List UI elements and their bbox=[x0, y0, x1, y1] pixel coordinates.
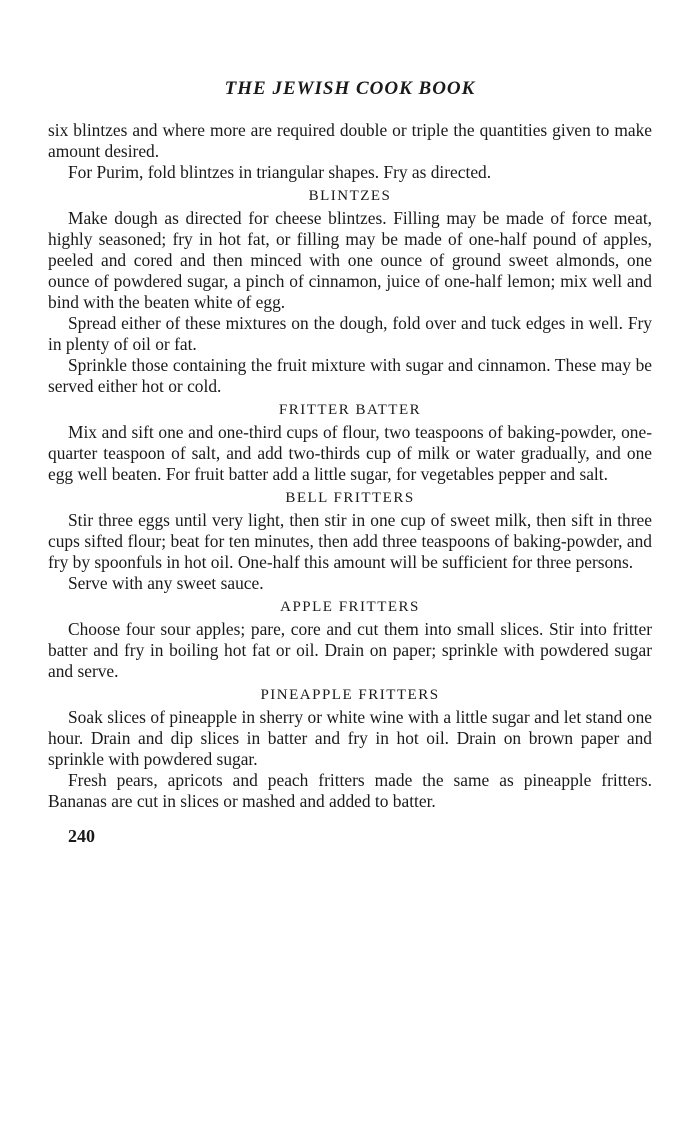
intro-paragraph: For Purim, fold blintzes in triangular shapes. Fry as directed. bbox=[68, 162, 492, 182]
section-title-pineapple-fritters: PINEAPPLE FRITTERS bbox=[260, 687, 440, 703]
section-title-apple-fritters: APPLE FRITTERS bbox=[280, 599, 420, 615]
recipe-paragraph: Stir three eggs until very light, then stir in one cup of sweet milk, then sift in three cups sifted flour; beat for ten minutes, then add three teaspoons of baking-powder, and fry by spoonfuls in hot oil. One-half this amount will be sufficient for three persons. bbox=[48, 510, 652, 572]
recipe-paragraph: Make dough as directed for cheese blintzes. Filling may be made of force meat, highly seasoned; fry in hot fat, or filling may be made of one-half pound of apples, peeled and cored and then minced with one ounce of ground sweet almonds, one ounce of powdered sugar, a pinch of cinnamon, juice of one-half lemon; mix well and bind with the beaten white of egg. bbox=[48, 208, 652, 312]
recipe-paragraph: Mix and sift one and one-third cups of flour, two teaspoons of baking-powder, one-quarter teaspoon of salt, and add two-thirds cup of milk or water gradually, and one egg well beaten. For fruit batter add a little sugar, for vegetables pepper and salt. bbox=[48, 422, 652, 484]
section-title-fritter-batter: FRITTER BATTER bbox=[278, 402, 422, 418]
intro-paragraph: six blintzes and where more are required double or triple the quantities given to make amount desired. bbox=[48, 120, 652, 161]
page-number: 240 bbox=[68, 826, 95, 846]
book-page bbox=[48, 78, 652, 847]
section-title-bell-fritters: BELL FRITTERS bbox=[285, 490, 415, 506]
section-title-blintzes: BLINTZES bbox=[308, 188, 392, 204]
recipe-paragraph: Choose four sour apples; pare, core and cut them into small slices. Stir into fritter batter and fry in boiling hot fat or oil. Drain on paper; sprinkle with powdered sugar and serve. bbox=[48, 619, 652, 681]
recipe-paragraph: Fresh pears, apricots and peach fritters made the same as pineapple fritters. Bananas are cut in slices or mashed and added to batter. bbox=[48, 770, 652, 811]
running-head: THE JEWISH COOK BOOK bbox=[224, 78, 476, 99]
recipe-paragraph: Sprinkle those containing the fruit mixture with sugar and cinnamon. These may be served either hot or cold. bbox=[48, 355, 652, 396]
recipe-paragraph: Soak slices of pineapple in sherry or white wine with a little sugar and let stand one hour. Drain and dip slices in batter and fry in hot oil. Drain on brown paper and sprinkle with powdered sugar. bbox=[48, 707, 652, 769]
recipe-paragraph: Serve with any sweet sauce. bbox=[68, 573, 264, 593]
recipe-paragraph: Spread either of these mixtures on the dough, fold over and tuck edges in well. Fry in plenty of oil or fat. bbox=[48, 313, 652, 354]
